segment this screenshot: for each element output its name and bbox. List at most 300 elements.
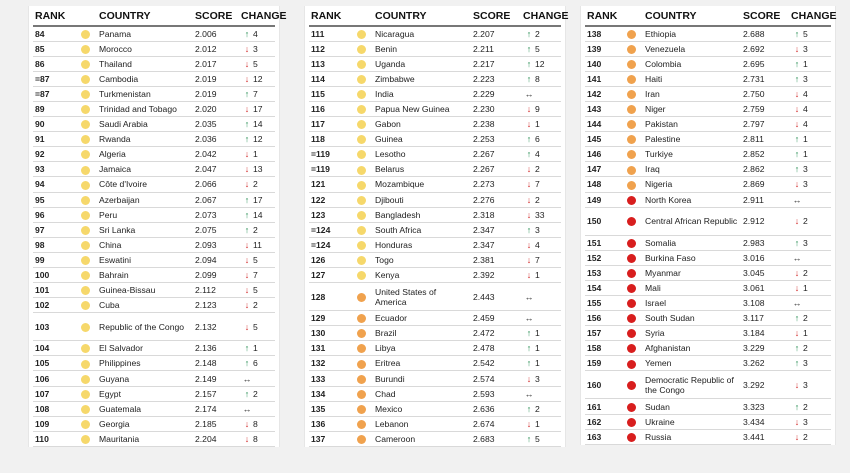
country-cell: Israel [643, 296, 741, 311]
country-cell: Haiti [643, 71, 741, 86]
change-value: 4 [803, 88, 808, 99]
score-cell: 2.636 [471, 401, 521, 416]
change-cell [239, 401, 275, 416]
rank-cell: 151 [585, 235, 625, 250]
peace-level-dot-icon [357, 90, 366, 99]
arrow-down-icon: ↓ [244, 433, 250, 444]
table-header [585, 6, 837, 26]
change-cell [239, 283, 275, 298]
change-value: 2 [803, 343, 808, 354]
table-row [309, 86, 561, 101]
change-value: 2 [803, 401, 808, 412]
peace-level-dot-icon [81, 135, 90, 144]
change-cell [239, 313, 275, 341]
country-cell: Iran [643, 86, 741, 101]
arrow-up-icon: ↑ [526, 73, 532, 84]
country-cell: Peru [97, 207, 193, 222]
peace-level-dot-icon [81, 75, 90, 84]
rank-cell: 144 [585, 117, 625, 132]
table-row [309, 268, 561, 283]
change-cell [239, 207, 275, 222]
peace-level-dot-icon [81, 90, 90, 99]
peace-level-dot-icon [627, 135, 636, 144]
score-cell: 2.695 [741, 56, 789, 71]
country-cell: Côte d'Ivoire [97, 177, 193, 192]
peace-level-dot-icon [627, 166, 636, 175]
table-row [309, 341, 561, 356]
table-row [309, 311, 561, 326]
arrow-down-icon: ↓ [244, 239, 250, 250]
score-cell: 2.099 [193, 268, 239, 283]
peace-level-dot-icon [357, 166, 366, 175]
change-cell [789, 207, 831, 235]
country-cell: Yemen [643, 356, 741, 371]
score-cell: 2.238 [471, 117, 521, 132]
score-cell: 2.207 [471, 26, 521, 41]
change-cell [239, 356, 275, 371]
score-cell: 2.075 [193, 222, 239, 237]
change-cell [521, 162, 561, 177]
rank-cell: 108 [33, 401, 79, 416]
change-value: 2 [803, 267, 808, 278]
score-cell: 2.123 [193, 298, 239, 313]
change-value: 9 [535, 104, 540, 115]
change-value: 6 [535, 134, 540, 145]
score-cell: 2.020 [193, 101, 239, 116]
score-cell: 2.112 [193, 283, 239, 298]
change-value: 5 [535, 433, 540, 444]
arrow-down-icon: ↓ [244, 43, 250, 54]
arrow-down-icon: ↓ [244, 58, 250, 69]
table-row [33, 207, 275, 222]
change-cell [789, 177, 831, 192]
table-row [585, 71, 831, 86]
arrow-down-icon: ↓ [526, 104, 532, 115]
change-value: 1 [803, 134, 808, 145]
table-row [33, 117, 275, 132]
peace-level-dot-icon [627, 344, 636, 353]
score-cell: 2.674 [471, 416, 521, 431]
country-cell: Papua New Guinea [373, 101, 471, 116]
peace-level-dot-icon [357, 344, 366, 353]
rank-header: RANK [33, 6, 79, 26]
peace-level-dot-icon [627, 75, 636, 84]
change-cell [789, 414, 831, 429]
score-cell: 3.117 [741, 311, 789, 326]
score-cell: 2.066 [193, 177, 239, 192]
no-change-icon: ↔ [524, 313, 534, 324]
change-value: 7 [535, 254, 540, 265]
change-value: 3 [803, 358, 808, 369]
change-cell [789, 341, 831, 356]
country-header: COUNTRY [373, 6, 471, 26]
arrow-up-icon: ↑ [526, 358, 532, 369]
country-cell: Saudi Arabia [97, 117, 193, 132]
peace-level-dot-icon [81, 286, 90, 295]
change-cell [521, 283, 561, 311]
score-cell: 2.036 [193, 132, 239, 147]
peace-level-dot-icon [357, 314, 366, 323]
peace-level-dot-icon [81, 390, 90, 399]
score-cell: 2.869 [741, 177, 789, 192]
table-row [309, 386, 561, 401]
arrow-down-icon: ↓ [794, 416, 800, 427]
change-value: 7 [253, 88, 258, 99]
peace-level-dot-icon [81, 150, 90, 159]
table-row [309, 222, 561, 237]
peace-level-dot-icon [357, 271, 366, 280]
arrow-down-icon: ↓ [794, 282, 800, 293]
change-value: 5 [253, 321, 258, 332]
country-cell: Honduras [373, 237, 471, 252]
peace-level-dot-icon [627, 239, 636, 248]
arrow-down-icon: ↓ [526, 179, 532, 190]
peace-level-dot-icon [81, 241, 90, 250]
change-cell [521, 341, 561, 356]
table-row [309, 177, 561, 192]
score-cell: 3.292 [741, 371, 789, 399]
arrow-down-icon: ↓ [244, 104, 250, 115]
change-value: 12 [253, 134, 263, 145]
rank-cell: 98 [33, 237, 79, 252]
no-change-icon: ↔ [524, 88, 534, 99]
change-value: 2 [535, 403, 540, 414]
table-row [585, 250, 831, 265]
peace-level-dot-icon [357, 375, 366, 384]
change-value: 3 [803, 237, 808, 248]
rank-cell: 129 [309, 311, 355, 326]
table-row [33, 371, 275, 386]
rank-cell: 92 [33, 147, 79, 162]
change-value: 1 [535, 119, 540, 130]
change-value: 1 [535, 328, 540, 339]
score-cell: 3.441 [741, 429, 789, 444]
table-row [33, 431, 275, 446]
change-cell [239, 298, 275, 313]
peace-level-dot-icon [81, 120, 90, 129]
table-row [33, 132, 275, 147]
rank-cell: 140 [585, 56, 625, 71]
rank-cell: 101 [33, 283, 79, 298]
arrow-up-icon: ↑ [526, 149, 532, 160]
score-cell: 2.157 [193, 386, 239, 401]
country-header: COUNTRY [97, 6, 193, 26]
rank-cell: 104 [33, 341, 79, 356]
rank-cell: 145 [585, 132, 625, 147]
arrow-down-icon: ↓ [244, 179, 250, 190]
score-cell: 2.318 [471, 207, 521, 222]
score-cell: 2.136 [193, 341, 239, 356]
change-value: 3 [803, 416, 808, 427]
score-cell: 2.347 [471, 237, 521, 252]
peace-level-dot-icon [357, 30, 366, 39]
rank-cell: 135 [309, 401, 355, 416]
country-cell: Bangladesh [373, 207, 471, 222]
ranking-table-2 [304, 6, 569, 447]
score-cell: 2.759 [741, 101, 789, 116]
rank-cell: 150 [585, 207, 625, 235]
country-cell: Chad [373, 386, 471, 401]
change-cell [521, 177, 561, 192]
rank-cell: =124 [309, 222, 355, 237]
change-cell [239, 177, 275, 192]
peace-level-dot-icon [357, 226, 366, 235]
peace-level-dot-icon [627, 299, 636, 308]
change-cell [521, 192, 561, 207]
country-cell: Thailand [97, 56, 193, 71]
score-cell: 3.045 [741, 265, 789, 280]
arrow-down-icon: ↓ [244, 285, 250, 296]
rank-cell: 136 [309, 416, 355, 431]
country-cell: Ethiopia [643, 26, 741, 41]
change-cell [521, 311, 561, 326]
country-cell: Algeria [97, 147, 193, 162]
score-cell: 2.459 [471, 311, 521, 326]
country-cell: Burkina Faso [643, 250, 741, 265]
score-cell: 2.230 [471, 101, 521, 116]
arrow-down-icon: ↓ [244, 321, 250, 332]
table-row [309, 371, 561, 386]
rank-cell: 84 [33, 26, 79, 41]
change-cell [239, 237, 275, 252]
rank-header: RANK [309, 6, 355, 26]
change-value: 7 [535, 179, 540, 190]
rank-cell: 118 [309, 132, 355, 147]
table-row [585, 326, 831, 341]
arrow-up-icon: ↑ [244, 194, 250, 205]
change-cell [521, 222, 561, 237]
table-row [585, 296, 831, 311]
peace-level-dot-icon [357, 420, 366, 429]
peace-level-dot-icon [627, 360, 636, 369]
table-row [33, 147, 275, 162]
rank-cell: 132 [309, 356, 355, 371]
rank-cell: 91 [33, 132, 79, 147]
arrow-up-icon: ↑ [794, 58, 800, 69]
change-value: 1 [535, 358, 540, 369]
change-value: 2 [253, 388, 258, 399]
score-cell: 2.042 [193, 147, 239, 162]
peace-level-dot-icon [81, 196, 90, 205]
country-cell: Colombia [643, 56, 741, 71]
table-row [309, 283, 561, 311]
change-cell [521, 117, 561, 132]
change-cell [789, 326, 831, 341]
change-value: 4 [535, 149, 540, 160]
table-row [309, 26, 561, 41]
change-cell [521, 386, 561, 401]
change-cell [789, 117, 831, 132]
rank-cell: =87 [33, 86, 79, 101]
score-cell: 3.434 [741, 414, 789, 429]
table-row [309, 162, 561, 177]
change-cell [789, 86, 831, 101]
score-cell: 3.184 [741, 326, 789, 341]
change-cell [789, 26, 831, 41]
arrow-up-icon: ↑ [794, 134, 800, 145]
table-row [309, 56, 561, 71]
table-row [33, 86, 275, 101]
peace-level-dot-icon [357, 75, 366, 84]
change-cell [239, 431, 275, 446]
score-cell: 2.276 [471, 192, 521, 207]
change-header: CHANGE [789, 6, 831, 26]
country-cell: Democratic Republic of the Congo [643, 371, 741, 399]
peace-level-dot-icon [627, 314, 636, 323]
peace-level-dot-icon [357, 293, 366, 302]
country-cell: Djibouti [373, 192, 471, 207]
rank-cell: 105 [33, 356, 79, 371]
change-value: 2 [803, 313, 808, 324]
table-row [309, 192, 561, 207]
country-cell: Bahrain [97, 268, 193, 283]
peace-level-dot-icon [357, 405, 366, 414]
score-cell: 2.174 [193, 401, 239, 416]
score-cell: 3.016 [741, 250, 789, 265]
rank-cell: =87 [33, 71, 79, 86]
country-cell: Nicaragua [373, 26, 471, 41]
peace-level-dot-icon [357, 120, 366, 129]
no-change-icon: ↔ [524, 388, 534, 399]
score-cell: 2.093 [193, 237, 239, 252]
country-cell: Central African Republic [643, 207, 741, 235]
table-row [33, 298, 275, 313]
peace-level-dot-icon [627, 418, 636, 427]
change-cell [521, 431, 561, 446]
change-value: 2 [535, 164, 540, 175]
score-cell: 2.472 [471, 326, 521, 341]
table-row [585, 192, 831, 207]
change-value: 5 [253, 254, 258, 265]
change-cell [239, 386, 275, 401]
rank-cell: 162 [585, 414, 625, 429]
country-cell: Guinea-Bissau [97, 283, 193, 298]
change-cell [521, 326, 561, 341]
peace-level-dot-icon [357, 60, 366, 69]
change-value: 4 [253, 28, 258, 39]
peace-level-dot-icon [81, 435, 90, 444]
table-row [309, 41, 561, 56]
arrow-up-icon: ↑ [244, 209, 250, 220]
country-cell: Sri Lanka [97, 222, 193, 237]
table-row [33, 177, 275, 192]
change-value: 1 [803, 328, 808, 339]
arrow-down-icon: ↓ [244, 300, 250, 311]
arrow-down-icon: ↓ [794, 216, 800, 227]
arrow-down-icon: ↓ [244, 418, 250, 429]
peace-level-dot-icon [81, 105, 90, 114]
change-value: 4 [803, 104, 808, 115]
peace-level-dot-icon [81, 211, 90, 220]
country-cell: Mozambique [373, 177, 471, 192]
change-cell [521, 416, 561, 431]
arrow-up-icon: ↑ [526, 58, 532, 69]
change-value: 12 [253, 73, 263, 84]
rank-cell: 86 [33, 56, 79, 71]
rank-cell: 157 [585, 326, 625, 341]
arrow-up-icon: ↑ [526, 43, 532, 54]
change-value: 1 [535, 418, 540, 429]
country-cell: Philippines [97, 356, 193, 371]
change-value: 2 [535, 28, 540, 39]
rank-cell: 156 [585, 311, 625, 326]
change-value: 12 [535, 58, 545, 69]
change-cell [789, 265, 831, 280]
peace-level-dot-icon [357, 181, 366, 190]
arrow-up-icon: ↑ [526, 343, 532, 354]
change-cell [789, 235, 831, 250]
change-value: 5 [803, 28, 808, 39]
change-value: 3 [535, 224, 540, 235]
change-cell [239, 162, 275, 177]
score-cell: 2.019 [193, 86, 239, 101]
arrow-up-icon: ↑ [244, 358, 250, 369]
peace-level-dot-icon [627, 403, 636, 412]
country-cell: Nigeria [643, 177, 741, 192]
table-row [33, 222, 275, 237]
peace-level-dot-icon [627, 90, 636, 99]
rank-cell: 163 [585, 429, 625, 444]
change-cell [789, 101, 831, 116]
rank-cell: 137 [309, 431, 355, 446]
rank-cell: 158 [585, 341, 625, 356]
score-header: SCORE [471, 6, 521, 26]
rank-cell: 113 [309, 56, 355, 71]
change-cell [789, 192, 831, 207]
rank-cell: 117 [309, 117, 355, 132]
rank-cell: =119 [309, 162, 355, 177]
table-row [585, 265, 831, 280]
table-row [309, 401, 561, 416]
rank-cell: 93 [33, 162, 79, 177]
table-row [309, 237, 561, 252]
change-value: 2 [803, 431, 808, 442]
score-cell: 2.204 [193, 431, 239, 446]
score-cell: 2.148 [193, 356, 239, 371]
arrow-down-icon: ↓ [526, 239, 532, 250]
change-value: 6 [253, 358, 258, 369]
rank-cell: 143 [585, 101, 625, 116]
rank-cell: 147 [585, 162, 625, 177]
score-cell: 2.852 [741, 147, 789, 162]
country-cell: Guatemala [97, 401, 193, 416]
arrow-up-icon: ↑ [526, 433, 532, 444]
rank-cell: =124 [309, 237, 355, 252]
score-cell: 2.006 [193, 26, 239, 41]
table-row [309, 71, 561, 86]
peace-level-dot-icon [627, 381, 636, 390]
score-cell: 2.688 [741, 26, 789, 41]
rank-cell: 141 [585, 71, 625, 86]
change-value: 13 [253, 164, 263, 175]
score-cell: 2.574 [471, 371, 521, 386]
score-cell: 2.347 [471, 222, 521, 237]
table-row [585, 177, 831, 192]
country-cell: Benin [373, 41, 471, 56]
ranking-table-1 [28, 6, 287, 447]
arrow-down-icon: ↓ [526, 254, 532, 265]
country-cell: Brazil [373, 326, 471, 341]
change-cell [521, 56, 561, 71]
change-value: 14 [253, 119, 263, 130]
country-cell: Kenya [373, 268, 471, 283]
change-cell [239, 222, 275, 237]
change-value: 1 [253, 343, 258, 354]
peace-level-dot-icon [627, 150, 636, 159]
score-cell: 2.443 [471, 283, 521, 311]
country-cell: Syria [643, 326, 741, 341]
change-cell [789, 371, 831, 399]
